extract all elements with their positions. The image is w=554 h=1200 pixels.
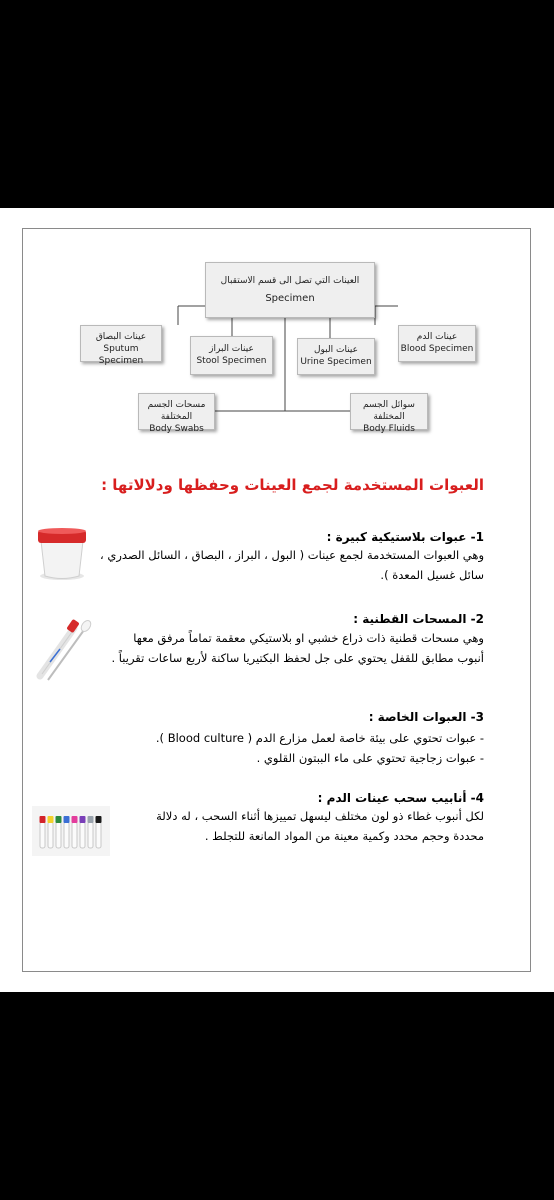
diagram-root-node xyxy=(205,262,375,318)
tube-cap xyxy=(40,816,46,823)
tube-body xyxy=(56,822,61,848)
body-swabs-node xyxy=(138,393,215,434)
blood-tubes-image xyxy=(32,806,110,856)
swabs-label-ar: مسحات الجسم المختلفة xyxy=(147,400,206,422)
urine-label-ar: عينات البول xyxy=(313,345,359,355)
sputum-label-ar: عينات البصاق xyxy=(95,332,147,342)
tube-body xyxy=(88,822,93,848)
section-3-bullet-1: - عبوات تحتوي على بيئة خاصة لعمل مزارع الدم ( Blood culture ). xyxy=(155,731,484,745)
tube-cap xyxy=(80,816,86,823)
section-4-title: 4- أنابيب سحب عينات الدم : xyxy=(317,791,484,805)
tube-cap xyxy=(48,816,54,823)
tube-cap xyxy=(64,816,70,823)
section-2-title: 2- المسحات القطنية : xyxy=(353,612,484,626)
section-4-text: لكل أنبوب غطاء ذو لون مختلف ليسهل تمييزها أثناء السحب ، له دلالة محددة وحجم محدد وكمية معينة من المواد المانعة للتجلط . xyxy=(156,809,484,843)
tube-cap xyxy=(72,816,78,823)
blood-label-ar: عينات الدم xyxy=(416,332,458,342)
section-heading: العبوات المستخدمة لجمع العينات وحفظها ودلالاتها : xyxy=(101,476,484,494)
tube-body xyxy=(96,822,101,848)
fluids-label-en: Body Fluids xyxy=(363,424,415,434)
tube-cap xyxy=(88,816,94,823)
tube-body xyxy=(72,822,77,848)
blood-specimen-node xyxy=(398,325,476,362)
root-label-ar: العينات التي تصل الى قسم الاستقبال xyxy=(220,276,360,286)
section-3-title: 3- العبوات الخاصة : xyxy=(368,710,484,724)
tube-cap xyxy=(56,816,62,823)
stool-label-en: Stool Specimen xyxy=(196,356,267,366)
section-2-text: وهي مسحات قطنية ذات ذراع خشبي او بلاستيكي معقمة تماماً مرفق معها أنبوب مطابق للقفل يحتوي على جل لحفظ البكتيريا ساكنة لأربع ساعات تقريباً . xyxy=(111,631,484,665)
specimen-container-image xyxy=(34,526,90,582)
tube-body xyxy=(48,822,53,848)
sputum-label-en: Sputum Specimen xyxy=(98,344,144,366)
section-1-text: وهي العبوات المستخدمة لجمع عينات ( البول ، البراز ، البصاق ، السائل الصدري ، سائل غسيل المعدة ). xyxy=(99,548,484,582)
swabs-label-en: Body Swabs xyxy=(149,424,204,434)
sputum-specimen-node xyxy=(80,325,162,366)
stool-label-ar: عينات البراز xyxy=(209,344,254,354)
root-label-en: Specimen xyxy=(265,293,315,304)
urine-label-en: Urine Specimen xyxy=(300,357,372,367)
tube-body xyxy=(80,822,85,848)
tube-cap xyxy=(96,816,102,823)
urine-specimen-node xyxy=(297,338,375,375)
section-3-bullet-2: - عبوات زجاجية تحتوي على ماء الببتون القلوي . xyxy=(256,751,484,765)
cotton-swab-image xyxy=(34,616,96,682)
fluids-label-ar: سوائل الجسم المختلفة xyxy=(363,400,415,422)
tube-body xyxy=(40,822,45,848)
document-page xyxy=(0,208,554,992)
blood-label-en: Blood Specimen xyxy=(400,344,474,354)
stool-specimen-node xyxy=(190,336,273,375)
tube-body xyxy=(64,822,69,848)
section-1-title: 1- عبوات بلاستيكية كبيرة : xyxy=(326,530,484,544)
body-fluids-node xyxy=(350,393,428,434)
